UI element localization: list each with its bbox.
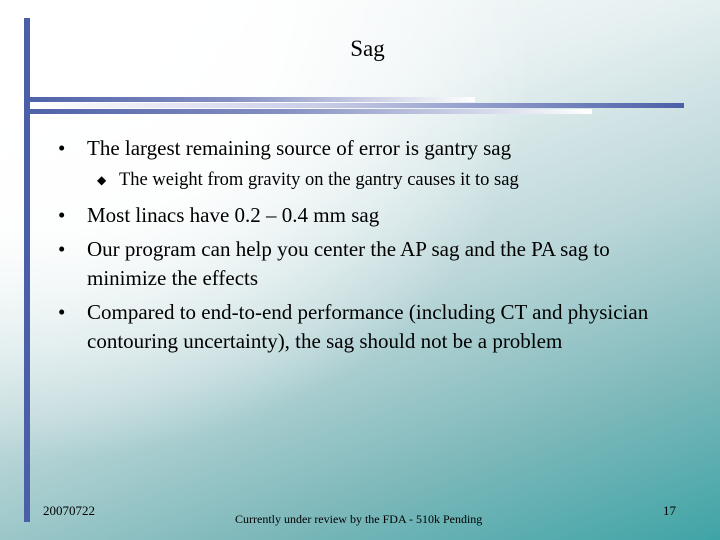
bullet-marker: • [58, 136, 66, 160]
sub-bullet-text: The weight from gravity on the gantry causes it to sag [119, 170, 519, 190]
bullet-text: Our program can help you center the AP sag and the PA sag to minimize the effects [87, 237, 610, 290]
footer-note: Currently under review by the FDA - 510k Pending [235, 512, 483, 526]
bullet-text: The largest remaining source of error is gantry sag [87, 136, 512, 160]
bullet-marker: • [58, 203, 66, 227]
bullet-marker: • [58, 237, 66, 261]
footer-date: 20070722 [43, 503, 95, 518]
bullet-marker: • [58, 300, 66, 324]
bullet-text: Compared to end-to-end performance (including CT and physician contouring uncertainty), the sag should not be a problem [87, 300, 649, 353]
bullet-text: Most linacs have 0.2 – 0.4 mm sag [87, 203, 380, 227]
slide-title: Sag [350, 36, 385, 61]
sub-bullet-diamond-icon: ◆ [97, 173, 107, 187]
left-accent-bar [24, 18, 30, 522]
slide-number: 17 [663, 503, 676, 518]
title-rule-top [30, 97, 475, 102]
title-rule-lower [30, 109, 592, 114]
title-rule-middle [30, 103, 684, 108]
